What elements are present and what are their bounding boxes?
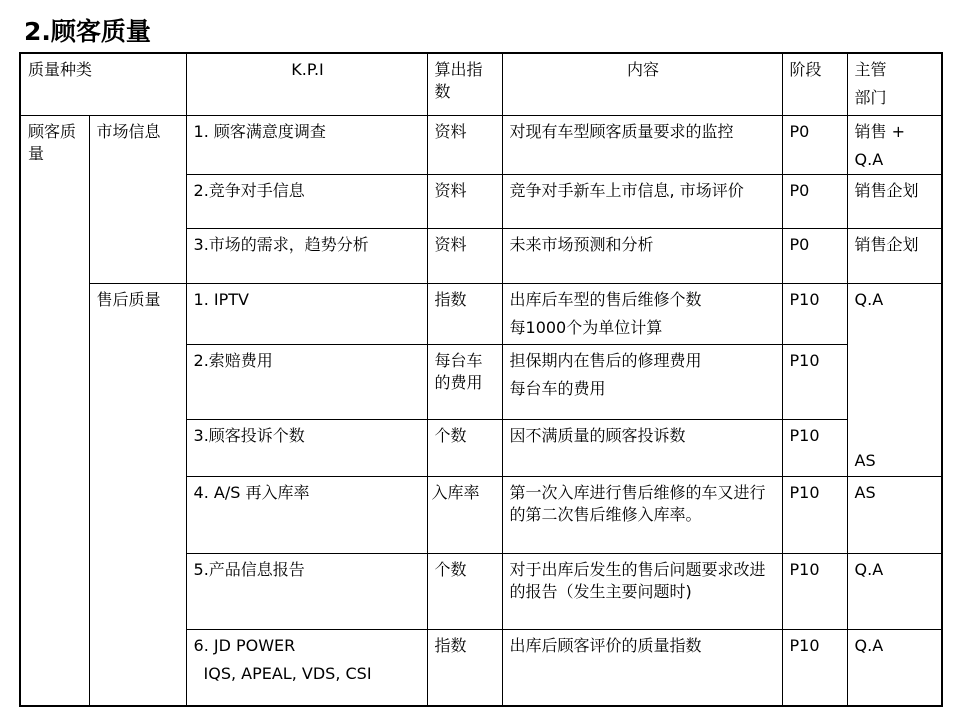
market-info-cell: 市场信息 [89, 115, 186, 283]
stage-cell: P10 [782, 419, 847, 476]
content-line1: 出库后车型的售后维修个数 [509, 289, 702, 309]
content-cell: 因不满质量的顾客投诉数 [502, 419, 782, 476]
content-line2: 每1000个为单位计算 [509, 317, 663, 337]
header-dept-line2: 部门 [854, 88, 887, 107]
dept-line2: Q.A [854, 149, 884, 169]
kpi-cell: 1. 顾客满意度调查 [186, 115, 427, 174]
dept-cell: Q.A [847, 283, 942, 344]
header-dept [847, 53, 942, 115]
kpi-cell: 3.顾客投诉个数 [186, 419, 427, 476]
kpi-cell: 1. IPTV [186, 283, 427, 344]
stage-cell: P0 [782, 174, 847, 228]
content-cell: 竞争对手新车上市信息, 市场评价 [502, 174, 782, 228]
calc-cell: 资料 [427, 228, 502, 283]
dept-cell-empty [847, 344, 942, 419]
calc-cell: 资料 [427, 174, 502, 228]
after-sales-cell: 售后质量 [89, 283, 186, 706]
content-cell: 出库后顾客评价的质量指数 [502, 629, 782, 706]
calc-cell: 指数 [427, 283, 502, 344]
dept-cell: AS [847, 419, 942, 476]
header-dept-line1: 主管 [854, 60, 887, 79]
calc-cell: 资料 [427, 115, 502, 174]
header-category: 质量种类 [20, 53, 186, 115]
header-content: 内容 [502, 53, 782, 115]
dept-cell: 销售企划 [847, 174, 942, 228]
dept-line1: 销售 + [854, 121, 906, 141]
header-calc: 算出指数 [427, 53, 502, 115]
content-line1: 担保期内在售后的修理费用 [509, 350, 702, 370]
stage-cell: P0 [782, 228, 847, 283]
header-stage: 阶段 [782, 53, 847, 115]
kpi-cell: 4. A/S 再入库率 [186, 476, 427, 553]
stage-cell: P10 [782, 283, 847, 344]
kpi-cell: 2.竞争对手信息 [186, 174, 427, 228]
table-header-row [20, 53, 942, 115]
content-cell: 对现有车型顾客质量要求的监控 [502, 115, 782, 174]
content-cell [502, 344, 782, 419]
table-row [20, 115, 942, 174]
kpi-line1: 6. JD POWER [193, 635, 296, 655]
calc-cell: 个数 [427, 553, 502, 629]
content-cell: 第一次入库进行售后维修的车又进行的第二次售后维修入库率。 [502, 476, 782, 553]
kpi-cell: 2.索赔费用 [186, 344, 427, 419]
content-cell: 未来市场预测和分析 [502, 228, 782, 283]
kpi-table [19, 52, 943, 707]
header-kpi: K.P.I [186, 53, 427, 115]
table-row [20, 283, 942, 344]
calc-cell: 指数 [427, 629, 502, 706]
stage-cell: P10 [782, 629, 847, 706]
dept-cell: 销售企划 [847, 228, 942, 283]
kpi-cell [186, 629, 427, 706]
stage-cell: P10 [782, 553, 847, 629]
stage-cell: P0 [782, 115, 847, 174]
content-cell [502, 283, 782, 344]
quality-type-cell: 顾客质量 [20, 115, 89, 706]
dept-cell: Q.A [847, 629, 942, 706]
calc-cell: 个数 [427, 419, 502, 476]
dept-cell: Q.A [847, 553, 942, 629]
dept-cell: AS [847, 476, 942, 553]
kpi-cell: 5.产品信息报告 [186, 553, 427, 629]
calc-cell: 入库率 [427, 476, 502, 553]
calc-cell: 每台车的费用 [427, 344, 502, 419]
stage-cell: P10 [782, 344, 847, 419]
kpi-cell: 3.市场的需求，趋势分析 [186, 228, 427, 283]
dept-cell [847, 115, 942, 174]
kpi-line2: IQS, APEAL, VDS, CSI [203, 663, 372, 683]
page-title: 2.顾客质量 [24, 17, 151, 46]
content-cell: 对于出库后发生的售后问题要求改进的报告（发生主要问题时) [502, 553, 782, 629]
content-line2: 每台车的费用 [509, 378, 606, 398]
stage-cell: P10 [782, 476, 847, 553]
